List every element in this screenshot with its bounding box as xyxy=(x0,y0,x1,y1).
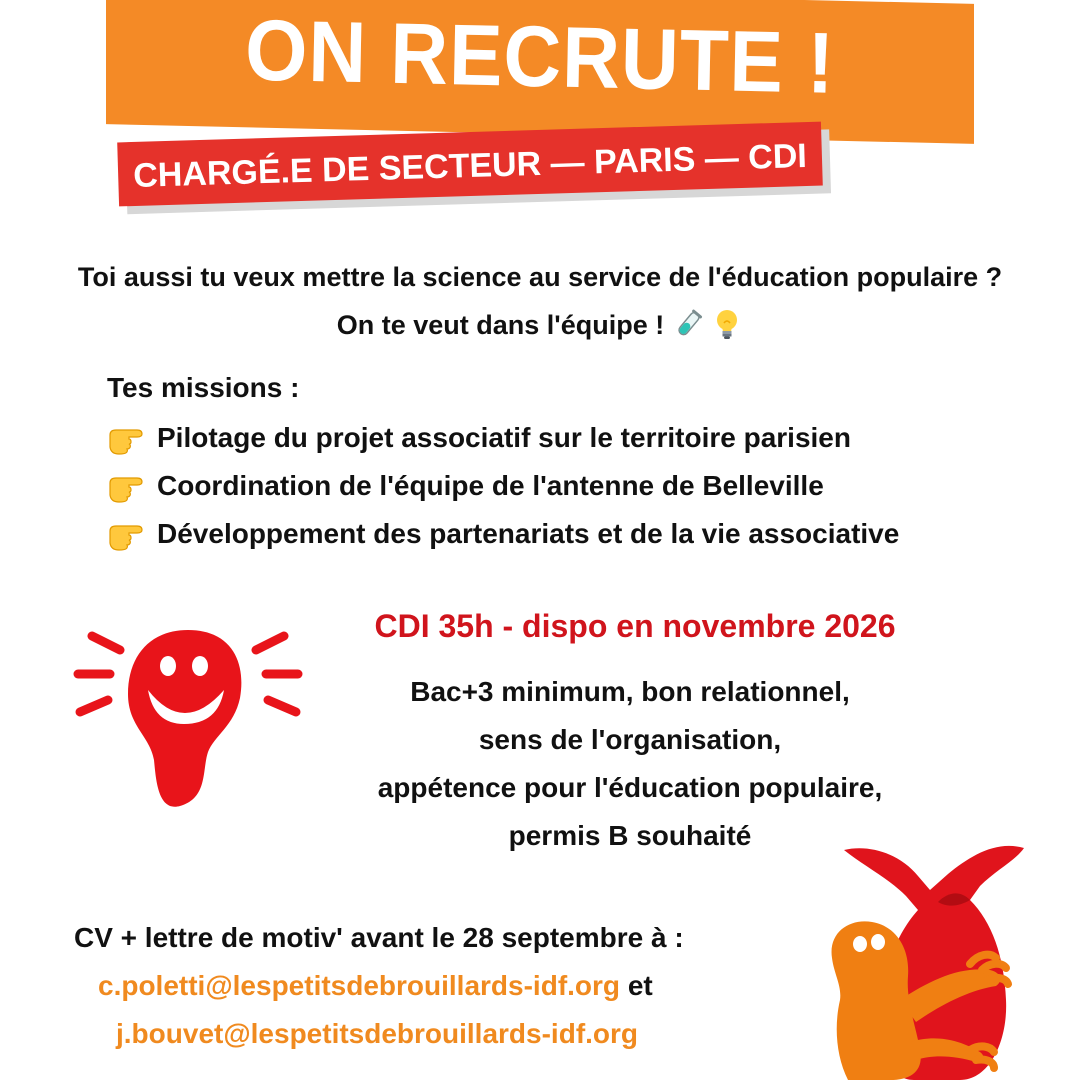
missions-title: Tes missions : xyxy=(107,372,300,403)
email-conjunction: et xyxy=(627,970,653,1001)
requirement-line: sens de l'organisation, xyxy=(478,724,782,755)
job-title: CHARGÉ.E DE SECTEUR — PARIS — CDI xyxy=(132,136,808,195)
list-item xyxy=(107,466,824,506)
page-title: ON RECRUTE ! xyxy=(244,1,836,112)
mission-text: Pilotage du projet associatif sur le territoire parisien xyxy=(157,422,851,453)
pointing-hand-icon xyxy=(107,469,149,503)
mission-text: Coordination de l'équipe de l'antenne de Belleville xyxy=(157,470,824,501)
mission-text: Développement des partenariats et de la vie associative xyxy=(157,518,900,549)
email-link-1[interactable]: c.poletti@lespetitsdebrouillards-idf.org xyxy=(98,970,621,1001)
contact-line-2 xyxy=(116,1018,638,1050)
requirement-line: Bac+3 minimum, bon relationnel, xyxy=(410,676,850,707)
requirement-line: appétence pour l'éducation populaire, xyxy=(377,772,883,803)
intro-line-2 xyxy=(0,308,1080,341)
contract-info: CDI 35h - dispo en novembre 2026 xyxy=(374,608,896,644)
contact-lead: CV + lettre de motiv' avant le 28 septembre à : xyxy=(74,922,684,953)
email-link-2[interactable]: j.bouvet@lespetitsdebrouillards-idf.org xyxy=(116,1018,639,1049)
light-bulb-icon xyxy=(711,308,743,340)
requirement-line: permis B souhaité xyxy=(508,820,752,851)
list-item xyxy=(107,418,851,458)
intro-line-1: Toi aussi tu veux mettre la science au service de l'éducation populaire ? xyxy=(77,262,1003,292)
test-tube-icon xyxy=(672,308,704,340)
intro-line-2-text: On te veut dans l'équipe ! xyxy=(336,310,665,340)
smiling-light-bulb-icon xyxy=(68,620,308,816)
pointing-hand-icon xyxy=(107,517,149,551)
list-item xyxy=(107,514,899,554)
mascots-icon xyxy=(820,830,1080,1080)
pointing-hand-icon xyxy=(107,421,149,455)
contact-line-1 xyxy=(98,970,653,1002)
